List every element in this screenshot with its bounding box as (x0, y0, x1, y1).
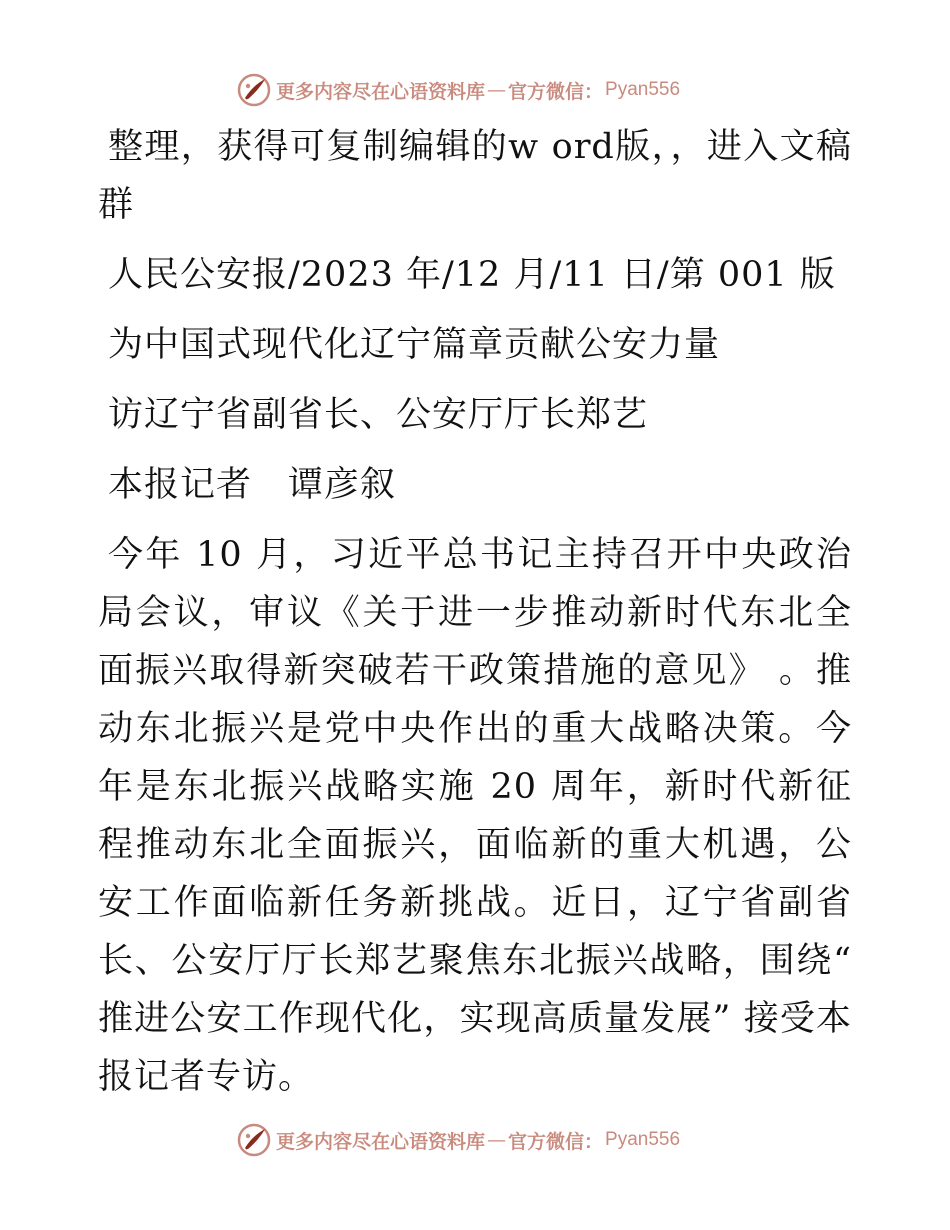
watermark-site-text: 更多内容尽在心语资料库 (276, 80, 486, 103)
watermark-dash: — (487, 1129, 507, 1151)
subheadline: 访辽宁省副省长、公安厅厅长郑艺 (108, 395, 649, 435)
watermark-site-text: 更多内容尽在心语资料库 (276, 1130, 486, 1153)
header-watermark (236, 70, 680, 110)
byline: 本报记者 谭彦叙 (108, 465, 397, 505)
watermark-wechat-id: Pyan556 (605, 79, 681, 100)
watermark-wechat-label: 官方微信： (508, 80, 604, 103)
source-line: 人民公安报/2023 年/12 月/11 日/第 001 版 (108, 255, 836, 295)
watermark-dash: — (487, 79, 507, 101)
intro-paragraph: 整理，获得可复制编辑的w ord版，，进入文稿群 (98, 127, 852, 225)
footer-watermark (236, 1120, 680, 1160)
watermark-wechat-id: Pyan556 (605, 1129, 681, 1150)
article-content (98, 118, 852, 1118)
quill-logo-icon (236, 1122, 272, 1158)
headline: 为中国式现代化辽宁篇章贡献公安力量 (108, 325, 721, 365)
body-paragraph: 今年 10 月，习近平总书记主持召开中央政治局会议，审议《关于进一步推动新时代东北全面振兴取得新突破若干政策措施的意见》 。推动东北振兴是党中央作出的重大战略决策。今年是东北振兴战略实施 20 周年，新时代新征程推动东北全面振兴，面临新的重大机遇，公安工作面临新任务新挑战。近日，辽宁省副省长、公安厅厅长郑艺聚焦东北振兴战略，围绕“ 推进公安工作现代化，实现高质量发展” 接受本报记者专访。 (98, 535, 852, 1097)
watermark-wechat-label: 官方微信： (508, 1130, 604, 1153)
quill-logo-icon (236, 72, 272, 108)
